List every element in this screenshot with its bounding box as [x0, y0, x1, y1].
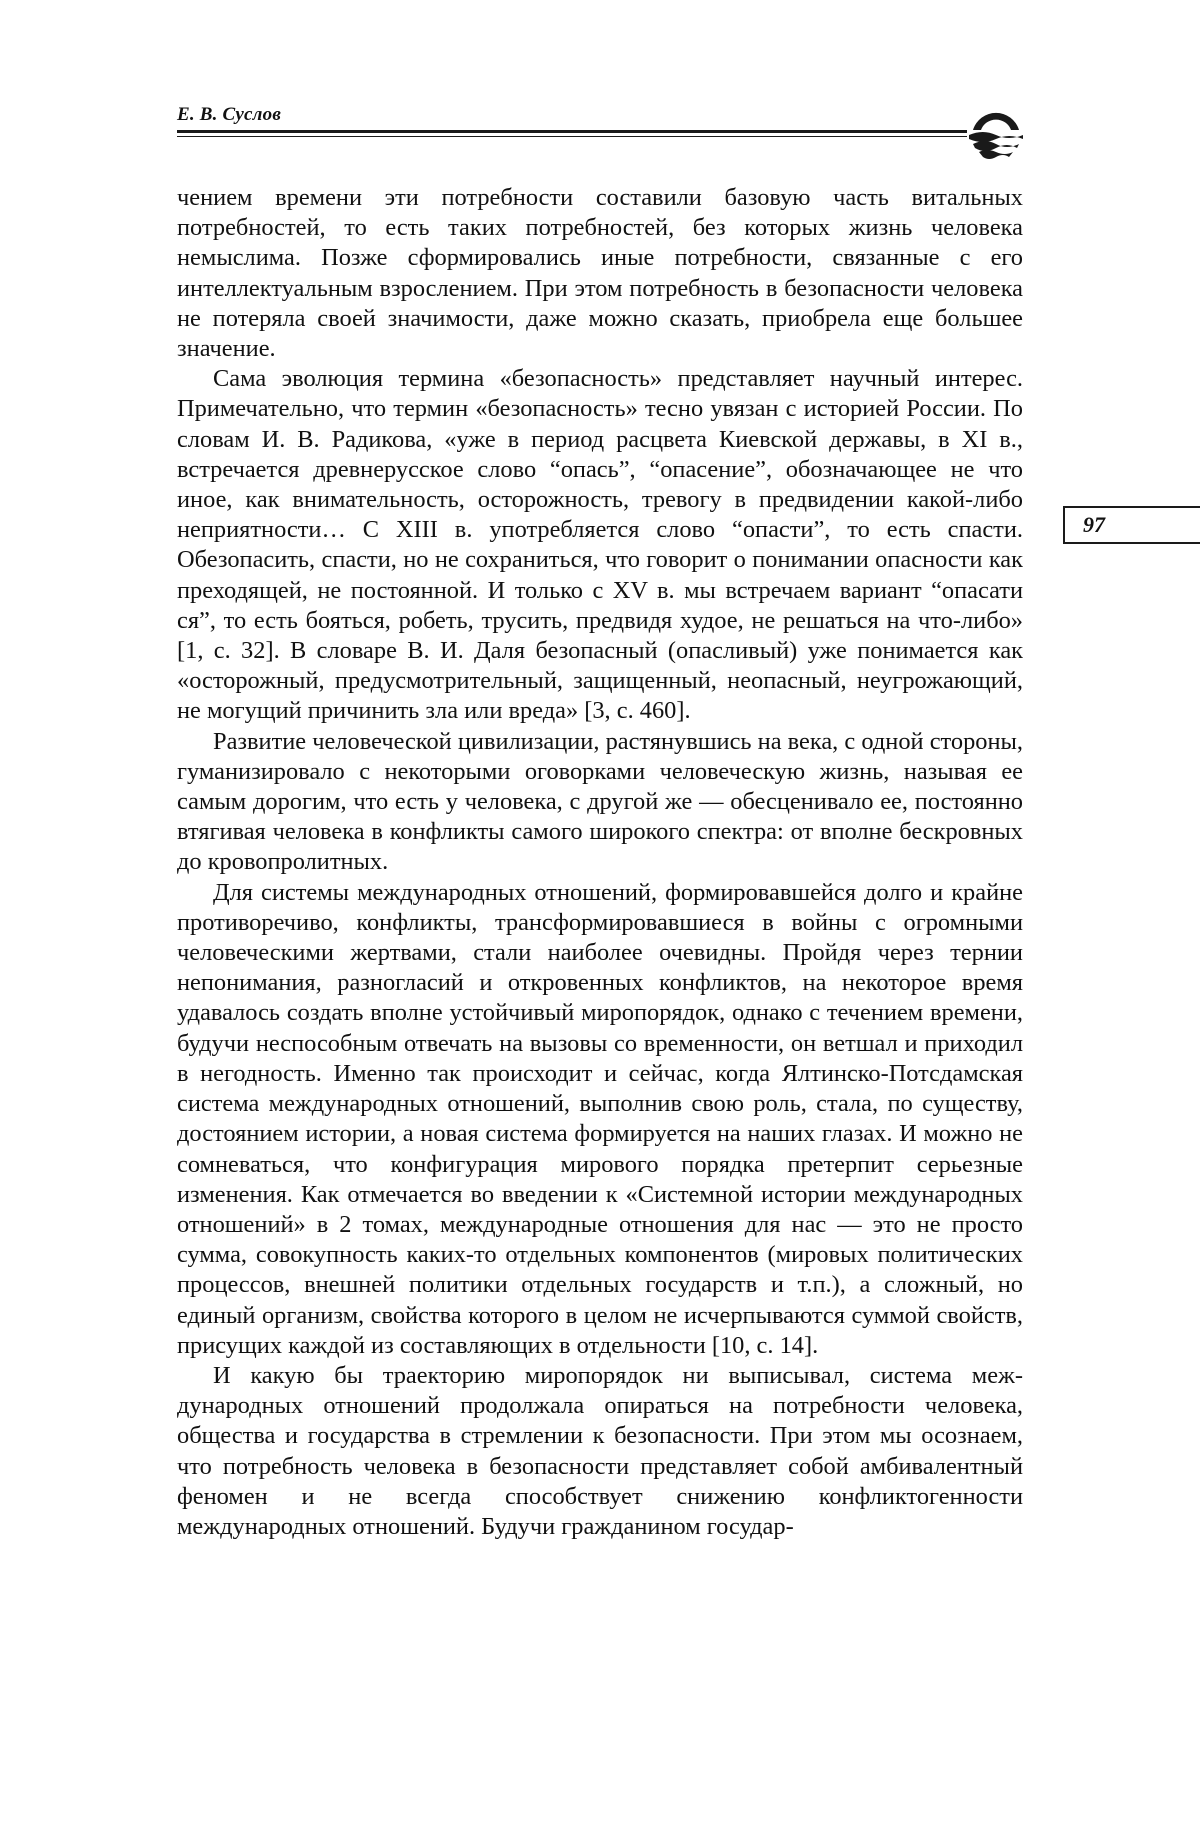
header-rule [177, 130, 967, 133]
page-number-tab [1063, 506, 1200, 544]
paragraph-5: И какую бы траекторию миропорядок ни выписывал, система международных отношений продолжала опираться на потребности человека, общества и государства в стремлении к безопасности. При этом мы осознаем, что потребность человека в безопасности представляет собой амбивалентный феномен и не всегда способствует снижению конфликтогенности международных отношений. Будучи гражданином государ- [177, 1361, 1023, 1540]
body-text [177, 183, 1023, 1542]
header-rule-thin [177, 136, 967, 137]
paragraph-4: Для системы международных отношений, формировавшейся долго и крайне противоречиво, конфликты, трансформировавшиеся в войны с огромными человеческими жертвами, стали наиболее очевидны. Пройдя через тернии непонимания, разногласий и откровенных конфликтов, на некоторое время удавалось создать вполне устойчивый миропорядок, однако с течением времени, будучи неспособным отвечать на вызовы со временности, он ветшал и приходил в негодность. Именно так происходит и сейчас, когда Ялтинско-Потсдамская система международных отношений, выполнив свою роль, стала, по существу, достоянием истории, а новая система формируется на наших глазах. И можно не сомневаться, что конфигурация мирового порядка претерпит серьезные изменения. Как отмечается во введении к «Системной истории международных отношений» в 2 томах, международные отношения для нас — это не просто сумма, совокупность каких-то отдельных компонентов (мировых политических процессов, внешней политики отдельных государств и т.п.), а сложный, но единый организм, свойства которого в целом не исчерпываются суммой свойств, присущих каждой из составляющих в отдельности [10, с. 14]. [177, 878, 1023, 1359]
page-number: 97 [1083, 512, 1105, 537]
running-head-author: Е. В. Суслов [177, 104, 282, 125]
paragraph-2: Сама эволюция термина «безопасность» представляет научный интерес. Примечательно, что термин «безопасность» тесно увязан с историей России. По словам И. В. Радикова, «уже в период расцвета Киевской державы, в XI в., встречается древнерусское слово “опась”, “опасение”, обозначающее не что иное, как внимательность, осторожность, тревогу в предвидении какой-либо неприятности… С XIII в. употребляется слово “опасти”, то есть спасти. Обезопасить, спасти, но не сохраниться, что говорит о понимании опасности как преходящей, не постоянной. И только с XV в. мы встречаем вариант “опасати ся”, то есть бояться, робеть, трусить, предвидя худое, не решаться на что-либо» [1, с. 32]. В словаре В. И. Даля безопасный (опасливый) уже понимается как «осторожный, предусмотрительный, защищенный, неопасный, неугрожающий, не могущий причинить зла или вреда» [3, с. 460]. [177, 365, 1023, 725]
paragraph-3: Развитие человеческой цивилизации, растянувшись на века, с одной стороны, гуманизировало с некоторыми оговорками человеческую жизнь, называя ее самым дорогим, что есть у человека, с другой же — обесценивало ее, постоянно втягивая человека в конфликты самого широкого спектра: от вполне бескровных до кровопролитных. [177, 727, 1023, 876]
journal-logo-icon [965, 104, 1027, 166]
paragraph-1: чением времени эти потребности составили базовую часть витальных потребностей, то есть таких потребностей, без которых жизнь человека немыслима. Позже сформировались иные потребности, связанные с его интеллектуальным взрослением. При этом потребность в безопасности человека не потеряла своей значимости, даже можно сказать, приобрела еще большее значение. [177, 184, 1023, 363]
